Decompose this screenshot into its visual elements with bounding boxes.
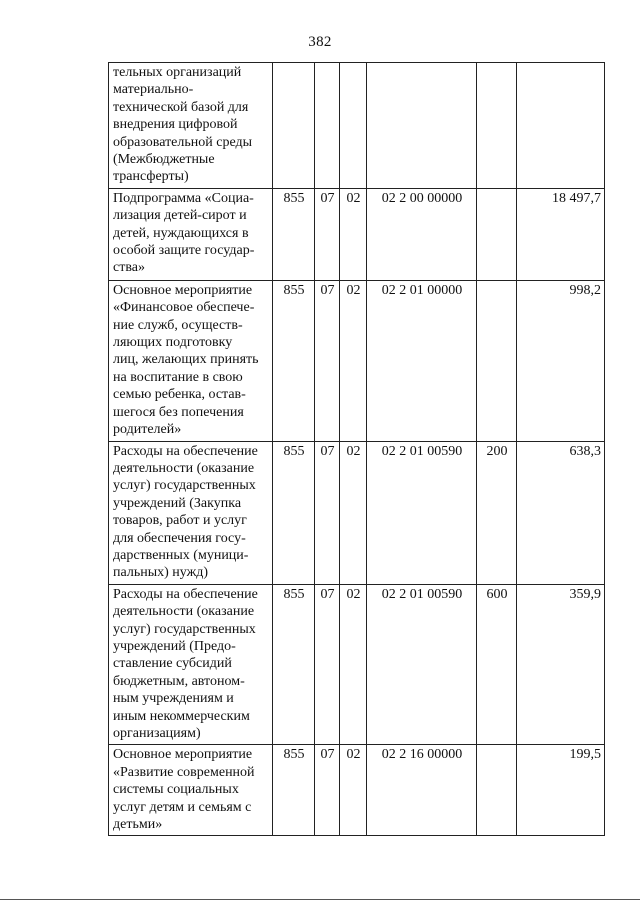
cell-target: 02 2 00 00000 bbox=[367, 188, 477, 280]
row-name-text: Основное мероприятие «Развитие современной системы социальных услуг детям и семьям с детьми» bbox=[113, 747, 255, 833]
row-name-text: Расходы на обеспечение деятельности (оказание услуг) государственных учреждений (Предо- ставление субсидий бюджетным, автоном- ным учреждениям и иным некоммерческим организациям) bbox=[113, 586, 258, 741]
row-name-text: тельных организаций материально- технической базой для внедрения цифровой образовательной среды (Межбюджетные трансферты) bbox=[113, 65, 253, 185]
cell-amount: 998,2 bbox=[517, 280, 605, 441]
cell-section: 07 bbox=[315, 745, 340, 836]
cell-name bbox=[109, 63, 273, 189]
cell-amount bbox=[517, 63, 605, 189]
budget-table bbox=[108, 62, 605, 836]
cell-amount: 18 497,7 bbox=[517, 188, 605, 280]
cell-type bbox=[477, 63, 517, 189]
cell-name bbox=[109, 745, 273, 836]
page-number: 382 bbox=[308, 34, 332, 50]
page-bottom-rule bbox=[0, 899, 640, 900]
cell-type: 200 bbox=[477, 441, 517, 584]
cell-subsection: 02 bbox=[340, 584, 367, 745]
cell-section: 07 bbox=[315, 584, 340, 745]
cell-subsection: 02 bbox=[340, 280, 367, 441]
cell-subsection: 02 bbox=[340, 441, 367, 584]
cell-amount: 359,9 bbox=[517, 584, 605, 745]
table-row bbox=[109, 584, 605, 745]
table-row bbox=[109, 63, 605, 189]
cell-target: 02 2 16 00000 bbox=[367, 745, 477, 836]
cell-section: 07 bbox=[315, 441, 340, 584]
table-row bbox=[109, 441, 605, 584]
cell-name bbox=[109, 188, 273, 280]
cell-name bbox=[109, 441, 273, 584]
cell-target: 02 2 01 00000 bbox=[367, 280, 477, 441]
table-row bbox=[109, 188, 605, 280]
cell-name bbox=[109, 584, 273, 745]
cell-code: 855 bbox=[273, 584, 315, 745]
cell-name bbox=[109, 280, 273, 441]
row-name-text: Подпрограмма «Социа- лизация детей-сирот и детей, нуждающихся в особой защите государ- ства» bbox=[113, 190, 255, 276]
cell-code: 855 bbox=[273, 280, 315, 441]
cell-type bbox=[477, 745, 517, 836]
cell-section: 07 bbox=[315, 188, 340, 280]
cell-code: 855 bbox=[273, 441, 315, 584]
cell-subsection: 02 bbox=[340, 745, 367, 836]
cell-subsection bbox=[340, 63, 367, 189]
row-name-text: Расходы на обеспечение деятельности (оказание услуг) государственных учреждений (Закупка товаров, работ и услуг для обеспечения госу- дарственных (муници- пальных) нужд) bbox=[113, 443, 258, 581]
cell-section: 07 bbox=[315, 280, 340, 441]
cell-target: 02 2 01 00590 bbox=[367, 584, 477, 745]
cell-amount: 638,3 bbox=[517, 441, 605, 584]
table-row bbox=[109, 280, 605, 441]
row-name-text: Основное мероприятие «Финансовое обеспече- ние служб, осуществ- ляющих подготовку лиц, желающих принять на воспитание в свою семью ребенка, остав- шегося без попечения родителей» bbox=[113, 282, 259, 438]
cell-code bbox=[273, 63, 315, 189]
cell-type bbox=[477, 188, 517, 280]
cell-target: 02 2 01 00590 bbox=[367, 441, 477, 584]
cell-type bbox=[477, 280, 517, 441]
cell-target bbox=[367, 63, 477, 189]
cell-type: 600 bbox=[477, 584, 517, 745]
cell-section bbox=[315, 63, 340, 189]
cell-amount: 199,5 bbox=[517, 745, 605, 836]
cell-subsection: 02 bbox=[340, 188, 367, 280]
table-row bbox=[109, 745, 605, 836]
cell-code: 855 bbox=[273, 745, 315, 836]
cell-code: 855 bbox=[273, 188, 315, 280]
